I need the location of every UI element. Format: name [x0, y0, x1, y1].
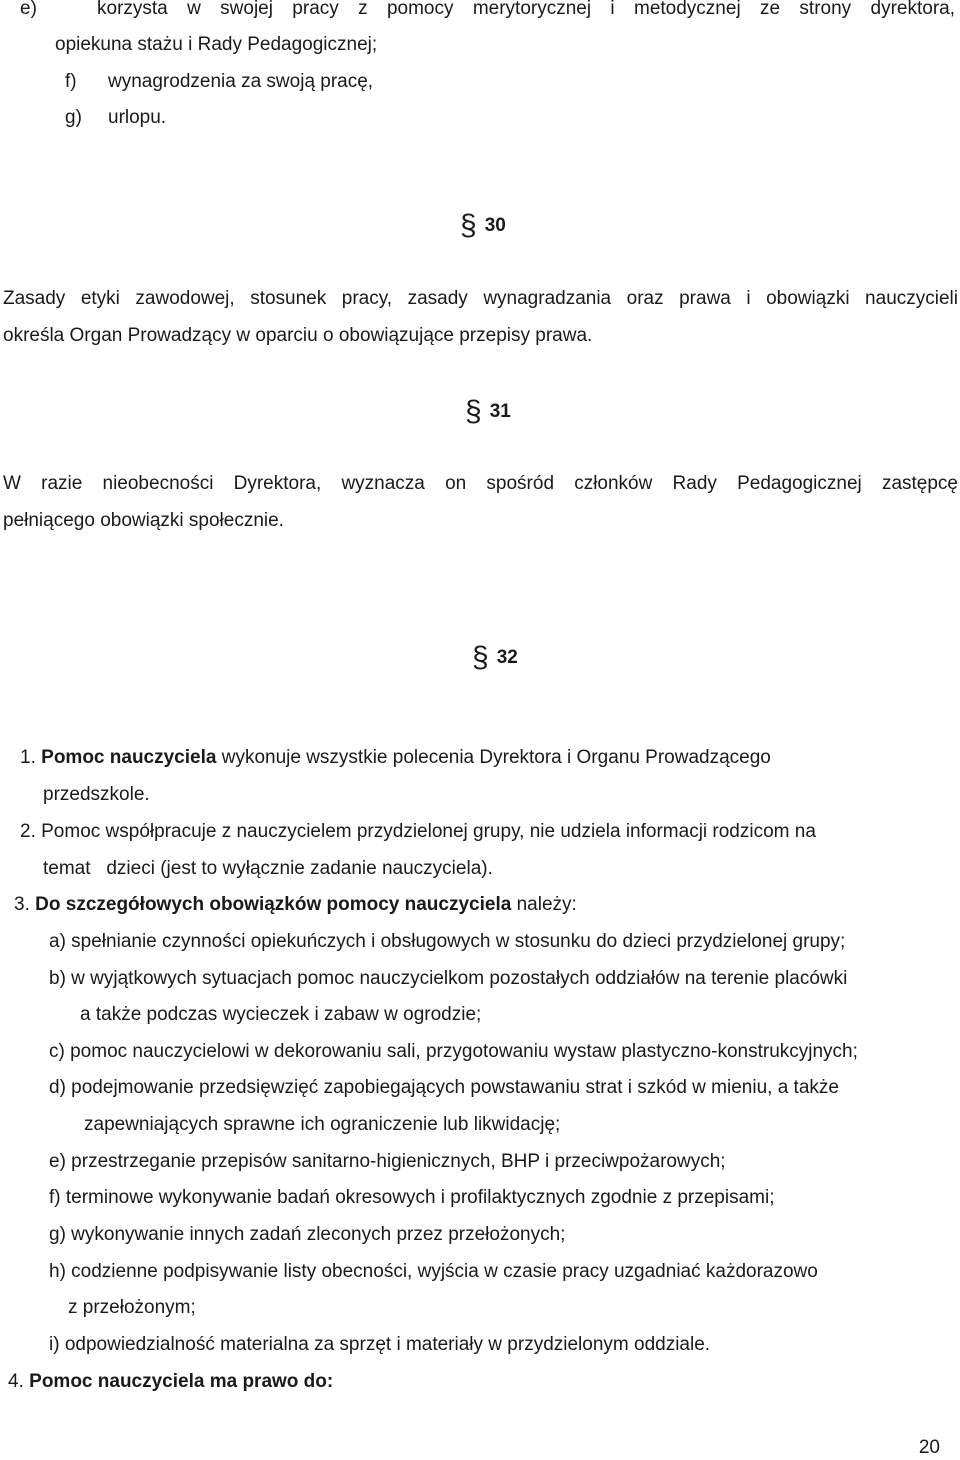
- paragraph-1-text: wykonuje wszystkie polecenia Dyrektora i Organu Prowadzącego: [216, 747, 771, 768]
- paragraph-4-bold: Pomoc nauczyciela ma prawo do:: [29, 1371, 334, 1392]
- duty-i: i) odpowiedzialność materialna za sprzęt i materiały w przydzielonym oddziale.: [49, 1334, 711, 1355]
- duty-f: f) terminowe wykonywanie badań okresowych i profilaktycznych zgodnie z przepisami;: [49, 1187, 775, 1208]
- section-number: 30: [484, 215, 506, 236]
- section-31-heading: [465, 395, 511, 428]
- section-30-line-2: określa Organ Prowadzący w oparciu o obowiązujące przepisy prawa.: [3, 325, 593, 346]
- paragraph-3-text: należy:: [511, 894, 577, 915]
- paragraph-1: [20, 746, 771, 770]
- paragraph-3: [14, 893, 577, 917]
- paragraph-3-number: 3.: [14, 894, 30, 915]
- page-number: 20: [918, 1437, 940, 1458]
- paragraph-4: [8, 1370, 333, 1394]
- section-number: 31: [489, 401, 511, 422]
- list-item-f: wynagrodzenia za swoją pracę,: [108, 71, 374, 92]
- duty-d-line-1: d) podejmowanie przedsięwzięć zapobiegających powstawaniu strat i szkód w mieniu, a także: [49, 1077, 839, 1098]
- section-31-line-1: W razie nieobecności Dyrektora, wyznacza on spośród członków Rady Pedagogicznej zastępcę: [3, 473, 958, 494]
- paragraph-1-number: 1.: [20, 747, 36, 768]
- section-32-heading: [472, 641, 518, 674]
- list-item-g-marker: g): [65, 107, 82, 128]
- duty-h-line-2: z przełożonym;: [68, 1297, 196, 1318]
- paragraph-1-line-2: przedszkole.: [43, 784, 150, 805]
- duty-a: a) spełnianie czynności opiekuńczych i obsługowych w stosunku do dzieci przydzielonej grupy;: [49, 931, 846, 952]
- duty-b-line-2: a także podczas wycieczek i zabaw w ogrodzie;: [80, 1004, 482, 1025]
- list-item-f-marker: f): [65, 71, 77, 92]
- duty-b-line-1: b) w wyjątkowych sytuacjach pomoc nauczycielkom pozostałych oddziałów na terenie placówki: [49, 968, 848, 989]
- section-31-line-2: pełniącego obowiązki społecznie.: [3, 510, 284, 531]
- list-item-g: urlopu.: [108, 107, 167, 128]
- duty-e: e) przestrzeganie przepisów sanitarno-higienicznych, BHP i przeciwpożarowych;: [49, 1151, 726, 1172]
- list-item-e-marker: e): [20, 0, 37, 19]
- paragraph-4-number: 4.: [8, 1371, 24, 1392]
- section-sign-icon: §: [472, 641, 489, 674]
- section-number: 32: [496, 647, 518, 668]
- duty-g: g) wykonywanie innych zadań zleconych przez przełożonych;: [49, 1224, 566, 1245]
- section-30-line-1: Zasady etyki zawodowej, stosunek pracy, zasady wynagradzania oraz prawa i obowiązki nauczycieli: [3, 288, 958, 309]
- paragraph-3-bold: Do szczegółowych obowiązków pomocy nauczyciela: [35, 894, 512, 915]
- section-sign-icon: §: [460, 209, 477, 242]
- paragraph-2-line-2: temat dzieci (jest to wyłącznie zadanie nauczyciela).: [43, 858, 493, 879]
- paragraph-2-line-1: 2. Pomoc współpracuje z nauczycielem przydzielonej grupy, nie udziela informacji rodzicom na: [20, 821, 816, 842]
- list-item-e-continuation: opiekuna stażu i Rady Pedagogicznej;: [55, 34, 378, 55]
- section-30-heading: [460, 209, 506, 242]
- duty-c: c) pomoc nauczycielowi w dekorowaniu sali, przygotowaniu wystaw plastyczno-konstrukcyjnych;: [49, 1041, 858, 1062]
- duty-h-line-1: h) codzienne podpisywanie listy obecności, wyjścia w czasie pracy uzgadniać każdorazowo: [49, 1261, 818, 1282]
- paragraph-1-bold: Pomoc nauczyciela: [41, 747, 217, 768]
- section-sign-icon: §: [465, 395, 482, 428]
- list-item-e: korzysta w swojej pracy z pomocy merytorycznej i metodycznej ze strony dyrektora,: [97, 0, 955, 19]
- duty-d-line-2: zapewniających sprawne ich ograniczenie lub likwidację;: [84, 1114, 561, 1135]
